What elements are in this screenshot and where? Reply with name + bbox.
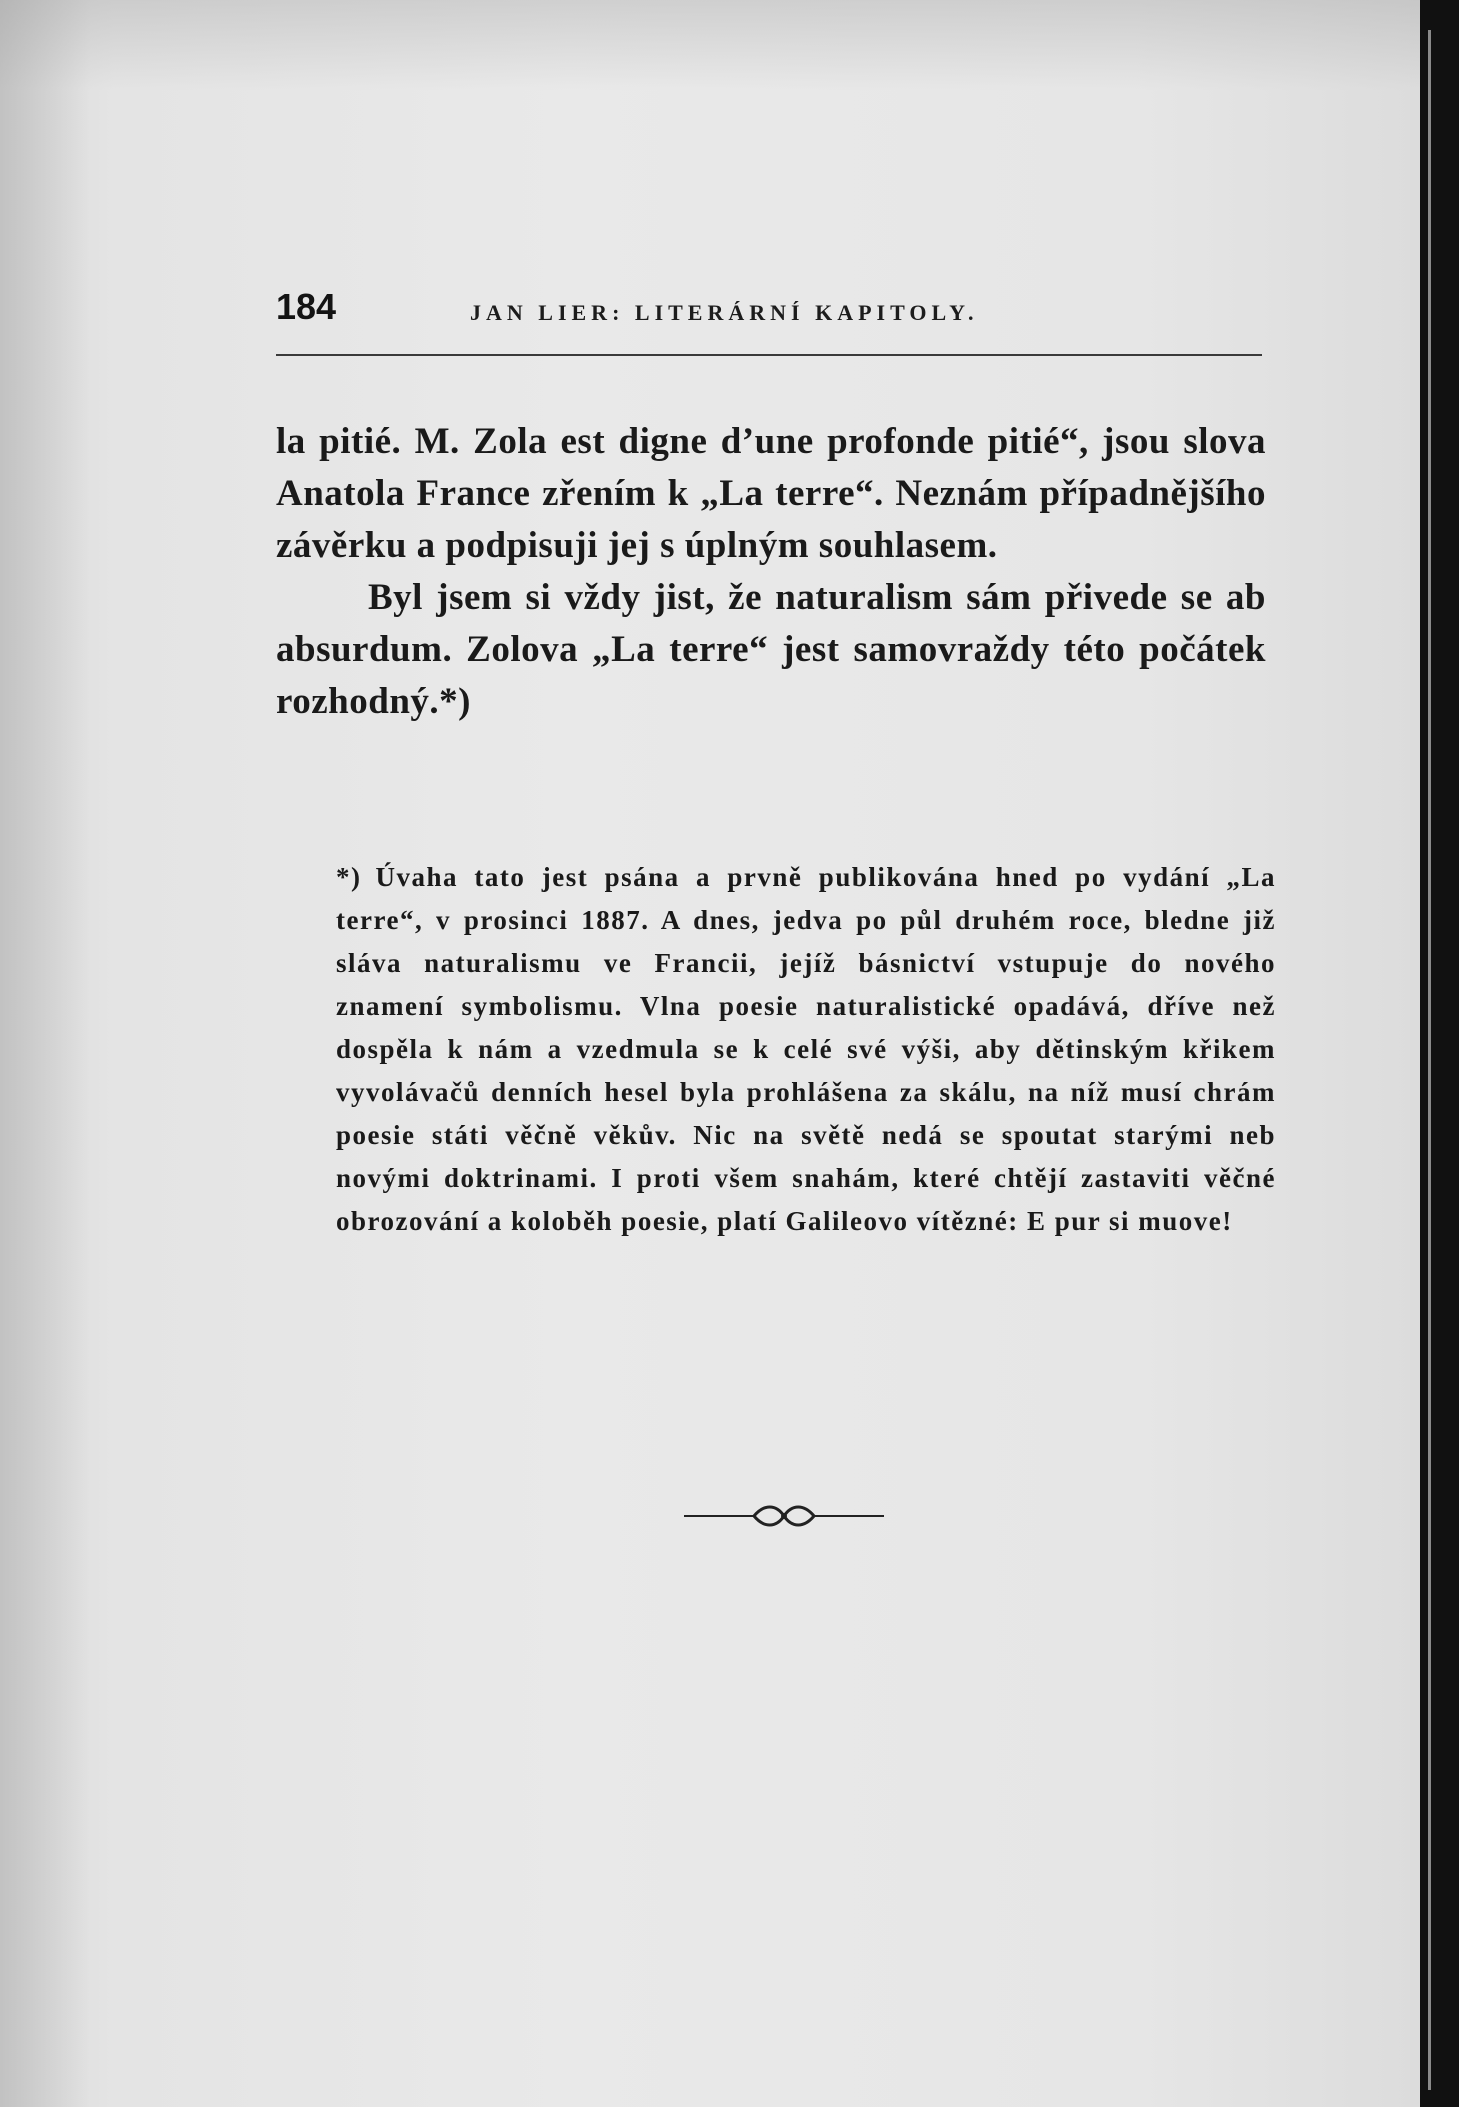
main-text [276,416,1266,728]
running-head: JAN LIER: LITERÁRNÍ KAPITOLY. [470,300,979,325]
footnote-text: Úvaha tato jest psána a prvně publikována hned po vydání „La terre“, v prosinci 1887. A dnes, jedva po půl druhém roce, bledne již sláva naturalismu ve Francii, jejíž básnictví vstupuje do nového znamení symbolismu. Vlna poesie naturalistické opadává, dříve než dospěla k nám a vzedmula se k celé své výši, aby dětinským křikem vyvolávačů denních hesel byla prohlášena za skálu, na níž musí chrám poesie státi věčně věkův. Nic na světě nedá se spoutat starými neb novými doktrinami. I proti všem snahám, které chtějí zastaviti věčné obrozování a koloběh poesie, platí Galileovo vítězné: E pur si muove! [336,862,1276,1236]
scan-edge [1420,0,1459,2107]
footnote [336,856,1276,1243]
page-number: 184 [276,286,337,327]
fleuron-divider-icon [684,1496,884,1536]
paragraph-1: la pitié. M. Zola est digne d’une profonde pitié“, jsou slova Anatola France zřením k „La terre“. Neznám případnějšího závěrku a podpisuji jej s úplným souhlasem. [276,421,1266,566]
paragraph-2: Byl jsem si vždy jist, že naturalism sám přivede se ab absurdum. Zolova „La terre“ jest samovraždy této počátek rozhodný.*) [276,577,1266,722]
header-rule [276,354,1262,356]
scan-edge-line [1428,30,1431,2090]
page-header [276,286,1262,334]
footnote-marker: *) [336,862,362,892]
